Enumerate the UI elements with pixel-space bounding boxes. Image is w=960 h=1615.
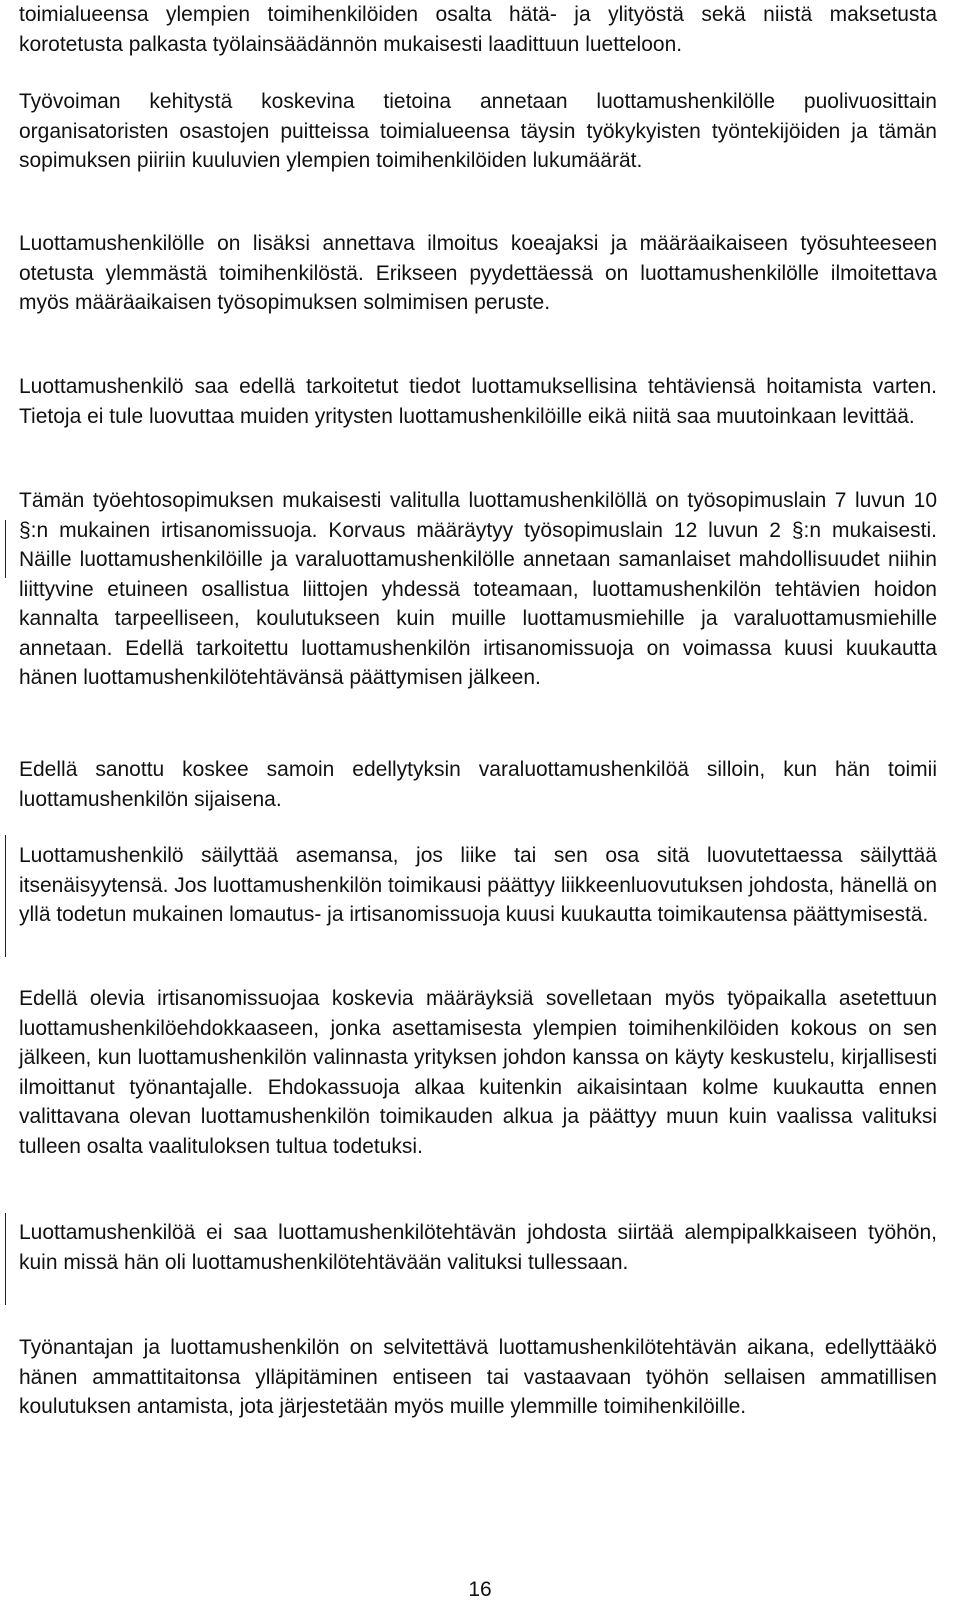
paragraph-confidentiality: Luottamushenkilö saa edellä tarkoitetut tiedot luottamuksellisina tehtäviensä hoitamista varten. Tietoja ei tule luovuttaa muiden yritysten luottamushenkilöille eikä niitä saa muutoinkaan levittää. [19, 375, 937, 428]
revision-bar [5, 520, 6, 578]
paragraph-workforce-info: Työvoiman kehitystä koskevina tietoina annetaan luottamushenkilölle puolivuosittain organisatoristen osastojen puitteissa toimialueensa täysin työkykyisten työntekijöiden ja tämän sopimuksen piiriin kuuluvien ylempien toimihenkilöiden lukumäärät. [19, 90, 937, 172]
paragraph-hours-list: toimialueensa ylempien toimihenkilöiden osalta hätä- ja ylityöstä sekä niistä maksetusta korotetusta palkasta työlainsäädännön mukaisesti laadittuun luetteloon. [19, 3, 937, 56]
paragraph-transfer-restriction: Luottamushenkilöä ei saa luottamushenkilötehtävän johdosta siirtää alempipalkkaiseen työhön, kuin missä hän oli luottamushenkilötehtävään valituksi tullessaan. [19, 1221, 937, 1274]
paragraph-dismissal-protection: Tämän työehtosopimuksen mukaisesti valitulla luottamushenkilöllä on työsopimuslain 7 luvun 10 §:n mukainen irtisanomissuoja. Korvaus määräytyy työsopimuslain 12 luvun 2 §:n mukaisesti. Näille luottamushenkilöille ja varaluottamushenkilölle annetaan samanlaiset mahdollisuudet niihin liittyvine etuineen osallistua liittojen yhdessä toteamaan, luottamushenkilön tehtävien hoidon kannalta tarpeelliseen, koulutukseen kuin muille luottamusmiehille ja varaluottamusmiehille annetaan. Edellä tarkoitettu luottamushenkilön irtisanomissuoja on voimassa kuusi kuukautta hänen luottamushenkilötehtävänsä päättymisen jälkeen. [19, 489, 937, 689]
paragraph-deputy: Edellä sanottu koskee samoin edellytyksin varaluottamushenkilöä silloin, kun hän toimii luottamushenkilön sijaisena. [19, 758, 937, 811]
page-number: 16 [468, 1578, 492, 1601]
revision-bar [5, 1213, 6, 1305]
paragraph-training: Työnantajan ja luottamushenkilön on selvitettävä luottamushenkilötehtävän aikana, edellyttääkö hänen ammattitaitonsa ylläpitäminen entiseen tai vastaavaan työhön sellaisen ammatillisen koulutuksen antamista, jota järjestetään myös muille ylemmille toimihenkilöille. [19, 1336, 937, 1418]
paragraph-business-transfer: Luottamushenkilö säilyttää asemansa, jos liike tai sen osa sitä luovutettaessa säilyttää itsenäisyytensä. Jos luottamushenkilön toimikausi päättyy liikkeenluovutuksen johdosta, hänellä on yllä todetun mukainen lomautus- ja irtisanomissuoja kuusi kuukautta toimikautensa päättymisestä. [19, 844, 937, 926]
revision-bar [5, 835, 6, 957]
paragraph-candidate-protection: Edellä olevia irtisanomissuojaa koskevia määräyksiä sovelletaan myös työpaikalla asetettuun luottamushenkilöehdokkaaseen, jonka asettamisesta ylempien toimihenkilöiden kokous on sen jälkeen, kun luottamushenkilön valinnasta yrityksen johdon kanssa on käyty keskustelu, kirjallisesti ilmoittanut työnantajalle. Ehdokassuoja alkaa kuitenkin aikaisintaan kolme kuukautta ennen valittavana olevan luottamushenkilön toimikauden alkua ja päättyy muun kuin vaalissa valituksi tulleen osalta vaalituloksen tultua todetuksi. [19, 987, 937, 1158]
paragraph-fixed-term-notice: Luottamushenkilölle on lisäksi annettava ilmoitus koeajaksi ja määräaikaiseen työsuhteeseen otetusta ylemmästä toimihenkilöstä. Erikseen pyydettäessä on luottamushenkilölle ilmoitettava myös määräaikaisen työsopimuksen solmimisen peruste. [19, 232, 937, 314]
